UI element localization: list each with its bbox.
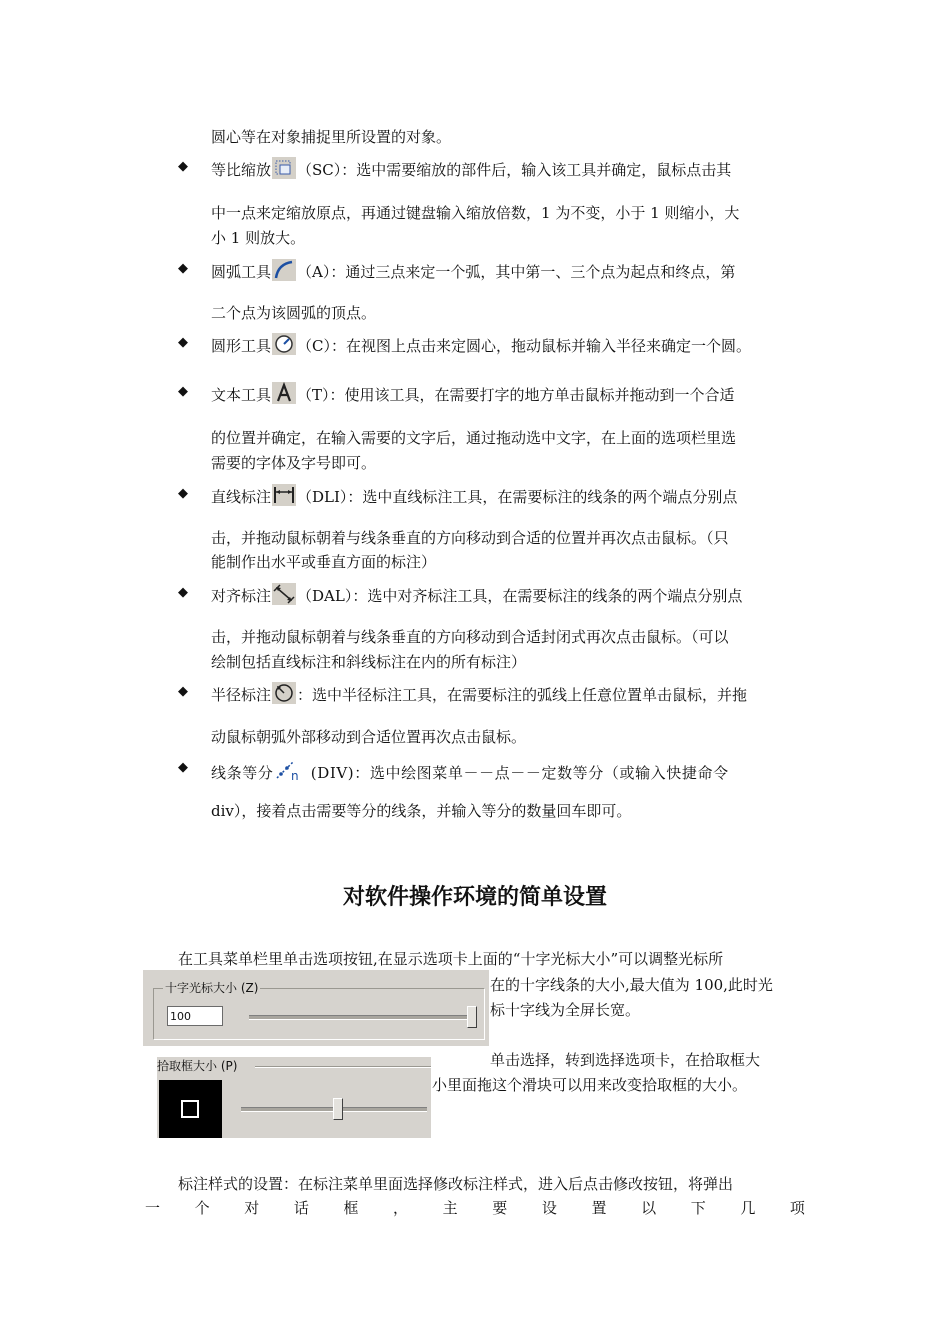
- text-line: 绘制包括直线标注和斜线标注在内的所有标注）: [211, 653, 527, 671]
- paragraph-line: 标十字线为全屏长宽。: [490, 1001, 641, 1019]
- text-tool-desc: （T）：使用该工具，在需要打字的地方单击鼠标并拖动到一个合适: [297, 386, 735, 404]
- paragraph-line: 在工具菜单栏里单击选项按钮,在显示选项卡上面的“十字光标大小”可以调整光标所: [178, 950, 724, 968]
- text-tool-name: 文本工具: [211, 386, 272, 404]
- text-line: 圆心等在对象捕捉里所设置的对象。: [211, 128, 452, 146]
- justified-line: [145, 1198, 805, 1218]
- pickbox-label-rule: [255, 1066, 431, 1068]
- text-line: 动鼠标朝弧外部移动到合适位置再次点击鼠标。: [211, 728, 527, 746]
- divide-tool-name: 线条等分: [211, 764, 274, 782]
- text-tool-icon: [272, 382, 296, 404]
- paragraph-line: 在的十字线条的大小,最大值为 100,此时光: [490, 976, 773, 994]
- aligned-dimension-icon: [272, 583, 296, 605]
- spread-char: 设: [541, 1199, 557, 1217]
- circle-tool-desc: （C）：在视图上点击来定圆心，拖动鼠标并输入半径来确定一个圆。: [297, 337, 751, 355]
- spread-char: 要: [492, 1199, 508, 1217]
- paragraph-line: 单击选择，转到选择选项卡，在拾取框大: [490, 1051, 761, 1069]
- spread-char: 对: [244, 1199, 260, 1217]
- spread-char: 置: [591, 1199, 607, 1217]
- linear-dim-name: 直线标注: [211, 488, 272, 506]
- scale-tool-desc: （SC）：选中需要缩放的部件后，输入该工具并确定，鼠标点击其: [297, 161, 732, 179]
- bullet-marker: ◆: [178, 760, 188, 775]
- scale-tool-icon: [272, 157, 296, 179]
- radius-dimension-icon: [272, 682, 296, 704]
- text-line: 击，并拖动鼠标朝着与线条垂直的方向移动到合适封闭式再次点击鼠标。（可以: [211, 628, 729, 646]
- spread-char: ，: [393, 1199, 409, 1217]
- aligned-dim-desc: （DAL）：选中对齐标注工具，在需要标注的线条的两个端点分别点: [297, 587, 743, 605]
- circle-tool-name: 圆形工具: [211, 337, 272, 355]
- spread-char: 几: [740, 1199, 756, 1217]
- linear-dim-desc: （DLI）：选中直线标注工具，在需要标注的线条的两个端点分别点: [297, 488, 738, 506]
- radius-dim-desc: ：选中半径标注工具，在需要标注的弧线上任意位置单击鼠标，并拖: [297, 686, 748, 704]
- radius-dim-line: [211, 682, 747, 705]
- divide-tool-icon: [274, 758, 304, 782]
- divide-tool-desc: (DIV)：选中绘图菜单－－点－－定数等分（或输入快捷命令: [305, 764, 729, 782]
- aligned-dim-line: [211, 583, 742, 606]
- linear-dimension-icon: [272, 484, 296, 506]
- crosshair-slider-thumb[interactable]: [467, 1006, 477, 1028]
- radius-dim-name: 半径标注: [211, 686, 272, 704]
- bullet-marker: ◆: [178, 486, 188, 501]
- text-line: div），接着点击需要等分的线条，并输入等分的数量回车即可。: [211, 802, 632, 820]
- arc-tool-desc: （A）：通过三点来定一个弧，其中第一、三个点为起点和终点，第: [297, 263, 736, 281]
- spread-char: 框: [343, 1199, 359, 1217]
- spread-char: 下: [690, 1199, 706, 1217]
- linear-dim-line: [211, 484, 737, 507]
- bullet-marker: ◆: [178, 384, 188, 399]
- bullet-marker: ◆: [178, 335, 188, 350]
- text-line: 击，并拖动鼠标朝着与线条垂直的方向移动到合适的位置并再次点击鼠标。（只: [211, 529, 729, 547]
- spread-char: 个: [194, 1199, 210, 1217]
- pickbox-size-label: 拾取框大小 (P): [157, 1059, 238, 1073]
- crosshair-size-input[interactable]: 100: [167, 1006, 223, 1026]
- circle-tool-icon: [272, 333, 296, 355]
- paragraph-line: 标注样式的设置：在标注菜单里面选择修改标注样式，进入后点击修改按钮，将弹出: [178, 1175, 734, 1193]
- aligned-dim-name: 对齐标注: [211, 587, 272, 605]
- spread-char: 项: [789, 1199, 805, 1217]
- text-line: 小 1 则放大。: [211, 229, 306, 247]
- pickbox-preview: [159, 1080, 222, 1138]
- pickbox-square: [181, 1100, 199, 1118]
- bullet-marker: ◆: [178, 684, 188, 699]
- arc-tool-icon: [272, 259, 296, 281]
- spread-char: 话: [293, 1199, 309, 1217]
- text-line: 需要的字体及字号即可。: [211, 454, 377, 472]
- crosshair-size-label: 十字光标大小 (Z): [165, 981, 259, 995]
- arc-tool-line: [211, 259, 735, 282]
- bullet-marker: ◆: [178, 159, 188, 174]
- svg-text:n: n: [291, 769, 300, 782]
- text-line: 能制作出水平或垂直方面的标注）: [211, 553, 437, 571]
- paragraph-line: 小里面拖这个滑块可以用来改变拾取框的大小。: [432, 1076, 748, 1094]
- text-line: 的位置并确定，在输入需要的文字后，通过拖动选中文字，在上面的选项栏里选: [211, 429, 737, 447]
- text-tool-line: [211, 382, 735, 405]
- pickbox-slider-thumb[interactable]: [333, 1098, 343, 1120]
- bullet-marker: ◆: [178, 585, 188, 600]
- spread-char: 以: [641, 1199, 657, 1217]
- divide-tool-line: [211, 758, 729, 783]
- spread-char: 主: [442, 1199, 458, 1217]
- circle-tool-line: [211, 333, 751, 356]
- pickbox-size-panel: [157, 1057, 431, 1138]
- scale-tool-line: [211, 157, 731, 180]
- crosshair-size-panel: [143, 970, 489, 1046]
- text-line: 二个点为该圆弧的顶点。: [211, 304, 377, 322]
- bullet-marker: ◆: [178, 261, 188, 276]
- section-heading: 对软件操作环境的简单设置: [342, 885, 607, 910]
- spread-char: 一: [145, 1199, 161, 1217]
- arc-tool-name: 圆弧工具: [211, 263, 272, 281]
- text-line: 中一点来定缩放原点，再通过键盘输入缩放倍数，1 为不变，小于 1 则缩小，大: [211, 204, 740, 222]
- scale-tool-name: 等比缩放: [211, 161, 272, 179]
- crosshair-slider-track[interactable]: [249, 1015, 477, 1020]
